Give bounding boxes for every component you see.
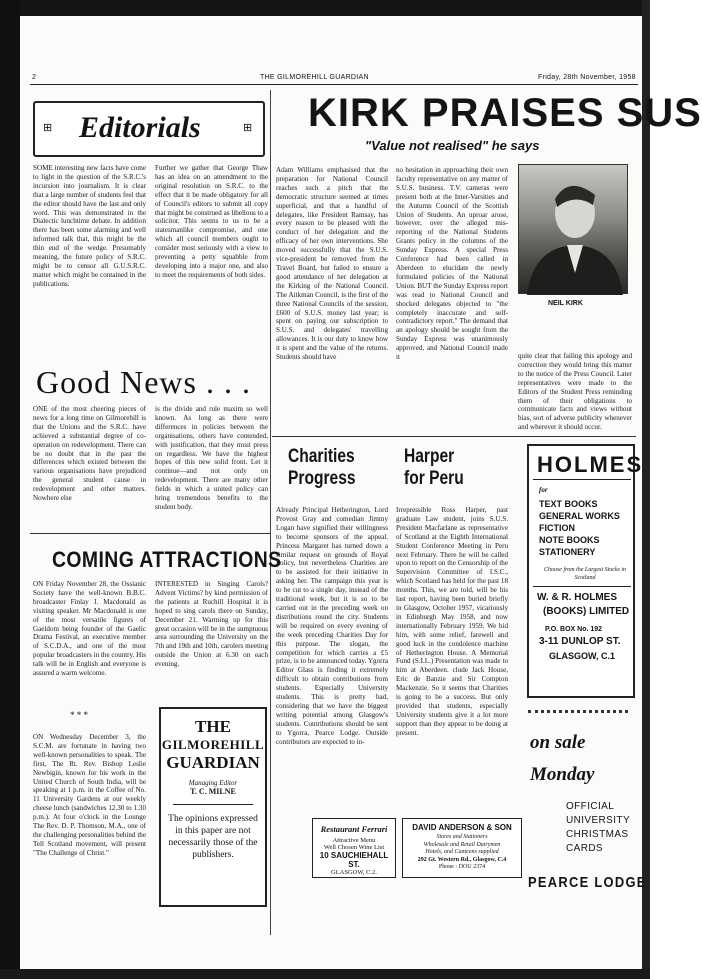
holmes-rule-2: [533, 586, 631, 587]
coming-col2: INTERESTED in Singing Carols? Advent Victims? by kind permission of the patients at Ruchill Hospital it is hoped to sing carols there on Sunday, December 21. Warming up for this great occasion will be in the sumptuous area surrounding the University on the 7th and 19th and 10th, carolers meeting outside the Union at 6.30 on each evening.: [155, 580, 268, 669]
issue-date: Friday, 28th November, 1958: [538, 74, 636, 81]
column-rule-left: [270, 90, 271, 935]
holmes-item-1: TEXT BOOKS: [539, 499, 598, 509]
holmes-item-3: FICTION: [539, 523, 575, 533]
coming-attractions-title: COMING ATTRACTIONS: [52, 547, 282, 572]
kirk-col1: Adam Williams emphasised that the preparation for National Council reaches such a pitch that the democratic structure seemed at times superficial, and that a handful of delegates, like President Ramsay, has every reason to be pleased with the conduct of her delegation and the efficacy of her own interventions. She moved successfully that the S.U.S. vice-president be removed from the Travel Board, but failed to ensure a good attendance of her delegation at the Kirking of the National Council. The Aitkman Council, is the first of the three National Councils of the session, £600 of S.U.S. money last year; is spent on paying our subscription to S.U.S. and delegates' travelling allowances. It is our duty to know how it is spent and the value of the returns. Students should have: [276, 166, 388, 362]
coming-col1b: ON Wednesday December 3, the S.C.M. are fortunate in having two well-known personalities to speak. The first, The Rt. Rev. Bishop Leslie Newbigin, known for his work in the United Church of South India, will be speaking at 1 p.m. in the Coffee of No. 11 University Gardens at our weekly cheese lunch (sandwiches 12.30 to 1.30 p.m.). At four o'clock in the Lounge The Rev. D. P. Thomson, M.A., one of the challenging personalities behind the Tell Scotland movement, will present "The Challenge of Christ.": [33, 733, 146, 857]
anderson-line3: Hotels, and Canteens supplied: [425, 849, 499, 855]
editorials-title: Editorials: [79, 111, 201, 144]
holmes-tagline: Choose from the Largest Stocks in Scotland: [543, 567, 627, 581]
holmes-ad: [527, 444, 644, 698]
page-number: 2: [32, 74, 37, 81]
pearce-line-4: CARDS: [566, 843, 604, 854]
separator-stars: * * *: [70, 710, 88, 720]
ferrari-name: Restaurant Ferrari: [320, 824, 388, 834]
pearce-name: PEARCE LODGE: [528, 874, 647, 891]
ferrari-city: GLASGOW, C.2.: [331, 869, 377, 876]
holmes-for: for: [539, 486, 548, 494]
pearce-line-1: OFFICIAL: [566, 801, 615, 812]
ornament-left-icon: ⊞: [43, 122, 53, 134]
pearce-on-sale: on sale: [530, 732, 586, 753]
pearce-ornament: [528, 710, 628, 720]
imprint-editor: T. C. MILNE: [190, 787, 236, 796]
masthead-rule: [30, 84, 638, 85]
charities-headline-1: Charities: [288, 446, 355, 467]
neil-kirk-photo: [518, 164, 628, 294]
anderson-line1: Stores and Stationers: [436, 834, 488, 840]
ferrari-ad: [312, 818, 396, 878]
anderson-name: DAVID ANDERSON & SON: [412, 823, 512, 832]
imprint-role: Managing Editor: [188, 779, 238, 787]
pearce-line-2: UNIVERSITY: [566, 815, 631, 826]
anderson-phone: Phone : DOU 2374: [438, 864, 486, 870]
good-news-col2: is the divide and rule maxim so well known. As long as there were differences in policies between the organisations, others have contended, with justification, that they must press on regardless. We have the highest hopes of this new solid front. Let it continue—and not only on redevelopment. There are many other fields in which a united policy can bring tremendous benefits to the student body.: [155, 405, 268, 511]
ferrari-address: 10 SAUCHIEHALL ST.: [319, 851, 389, 869]
holmes-item-2: GENERAL WORKS: [539, 511, 620, 521]
harper-headline-2: for Peru: [404, 468, 464, 489]
imprint-line3: GUARDIAN: [166, 753, 260, 772]
holmes-firm-1: W. & R. HOLMES: [537, 592, 617, 603]
guardian-imprint-box: [159, 707, 267, 907]
photo-caption: NEIL KIRK: [548, 300, 583, 307]
charities-body: Already Principal Hetherington, Lord Provost Gray and comedian Jimmy Logan have signified their willingness to become sponsors of the appeal. Princess Margaret has turned down a similar request on grounds of Royal Policy, but nevertheless Charities are to be assisted for their initiative in asking her. The campaign this year is to be cut to a single day, instead of the traditional week, but it is so to be carried out in the preceding week on distributions round the city. Students will be required on every evening of the week preceding Charities Day for this purpose. The slogan, the competition for which carries a £5 prize, is to be announced today. Ygorra Editor Glass is finding it extremely difficult to obtain contributions from students. Especially University students. This is pretty bad, considering that we have the biggest writing potential among Glasgow's students. Contributions should be sent to Ygorra, Pearce Lodge. Outside contributors are expected to in-: [276, 506, 388, 746]
harper-headline-1: Harper: [404, 446, 455, 467]
holmes-firm-2: (BOOKS) LIMITED: [543, 606, 630, 617]
good-news-title: Good News . . .: [36, 364, 251, 400]
imprint-line2: GILMOREHILL: [161, 737, 265, 752]
ferrari-line2: Well Chosen Wine List: [323, 844, 385, 851]
paper-name: THE GILMOREHILL GUARDIAN: [260, 74, 369, 81]
holmes-address-2: GLASGOW, C.1: [549, 651, 616, 661]
kirk-headline: KIRK PRAISES SUS: [308, 91, 702, 135]
anderson-address: 292 Gt. Western Rd., Glasgow, C.4: [417, 856, 507, 863]
holmes-item-4: NOTE BOOKS: [539, 535, 600, 545]
coming-col1: ON Friday November 28, the Ossianic Society have the well-known B.B.C. broadcaster Finlay J. Macdonald as visiting speaker. Mr Macdonald is one of the most versatile figures of Gaeldom being founder of the Gaelic Drama Festival, an executive member of S.C.D.A., and one of the most popular broadcasters in the country. His talk will be in English and everyone is assured a warm welcome.: [33, 580, 147, 678]
holmes-rule: [533, 479, 631, 480]
kirk-col2: no hesitation in approaching their own faculty representative on any matter of S.U.S. business. T.V. cameras were present both at the Inter-Varsities and the Autumn Council of the Scottish Union of Students. An uproar arose, however, over the alleged mis-reporting of the National Students Grants policy in the columns of the Sunday Express. A special Press Conference had been called in Aberdeen to elucidate the newly formulated policies of the National Union. BUT the Sunday Express report was read to National Council and shocked delegates objected to "the completely inaccurate and self-contradictory report." The demand that an apology should be sought from the Sunday Express was unanimously approved, and National Council made it: [396, 166, 508, 362]
holmes-item-5: STATIONERY: [539, 547, 596, 557]
kirk-subhead: "Value not realised" he says: [365, 138, 540, 153]
pearce-day: Monday: [530, 764, 595, 785]
scan-border-bottom: [0, 969, 650, 979]
ornament-right-icon: ⊞: [243, 122, 253, 134]
harper-body: Irrepressible Ross Harper, past graduate Law student, joins S.U.S. President Macfarlane as representative of Scotland at the Eighth International Student Conference Meeting in Peru next February. There he will be called upon to report on the Censorship of the Supervision Committee of I.S.C., which Scotland has held for the past 18 months. This, we are told, will be his last report, having been buried briefly in Glasgow, October 1957, vicariously in Edinburgh May 1958, and now internationally February 1959. We bid him, with some relief, farewell and good luck in the condolence machine of Hetherington House. A Memorial Fund (S.I.L.) Presentation was made to him at Aberdeen. clude Jack House, Eric de Banzie and Sir Compton Mackenzie. So it seems that Charities is going to be a success. But only provided that students, especially University students give it a lot more support than they appear to be doing at present.: [396, 506, 508, 737]
scan-border-right: [642, 0, 650, 979]
coming-top-rule: [30, 533, 270, 534]
holmes-pobox: P.O. BOX No. 192: [545, 626, 603, 633]
editorials-col1: SOME interesting new facts have come to light in the question of the S.R.C.'s incursion into journalism. It is clear that a large number of students feel that the editor should have the last and only word. This was demonstrated in the Dialectic lunchtime debate. In addition there has been some alarming and well informed talk that, this might be the thin end of the wedge. Presumably meaning, the future policy of S.R.C. might be to censor all G.U.S.R.C. matter which might be contained in the publications.: [33, 164, 146, 288]
pearce-line-3: CHRISTMAS: [566, 829, 629, 840]
imprint-opinions: The opinions expressed in this paper are not necessarily those of the publishers.: [168, 814, 258, 860]
editorials-col2: Further we gather that George Thaw has an idea on an amendment to the original resolution on S.R.C. to the effect that it be made obligatory for all of Council's editors to submit all copy that might be construed as libellous to a solicitor. This seems to us to be a statesmanlike compromise, and one which all council members ought to consider most seriously with a view to preventing a petty squabble from developing into a major one, and also to meet the requirements of both sides.: [155, 164, 268, 279]
charities-headline-2: Progress: [288, 468, 356, 489]
ferrari-line1: Attractive Menu: [332, 837, 376, 844]
imprint-rule: [173, 804, 253, 805]
anderson-line2: Wholesale and Retail Dairymen: [423, 841, 501, 848]
editorials-box: [33, 101, 265, 157]
portrait-silhouette-icon: [519, 165, 629, 295]
holmes-address-1: 3-11 DUNLOP ST.: [539, 636, 621, 647]
good-news-col1: ONE of the most cheering pieces of news for a long time on Gilmorehill is that the Unions and the S.R.C. have achieved a substantial degree of co-operation on redevelopment. There can be no doubt that in the past the differences which existed between the various organisations have prejudiced the general student cause in redevelopment and other matters. Nowhere else: [33, 405, 146, 503]
scan-border-top: [0, 0, 650, 16]
holmes-name: HOLMES: [537, 452, 644, 477]
kirk-col3: quite clear that failing this apology and correction they would bring this matter to the notice of the Press Council. Later representatives were made to the Editors of the Student Press reminding them of their obligations to communicate facts and views without bias, sort of adverse publicity whenever and wherever it should occur.: [518, 352, 632, 432]
scan-border-left: [0, 0, 20, 979]
kirk-bottom-rule: [272, 436, 636, 437]
anderson-ad: [402, 818, 522, 878]
imprint-line1: THE: [195, 717, 231, 736]
